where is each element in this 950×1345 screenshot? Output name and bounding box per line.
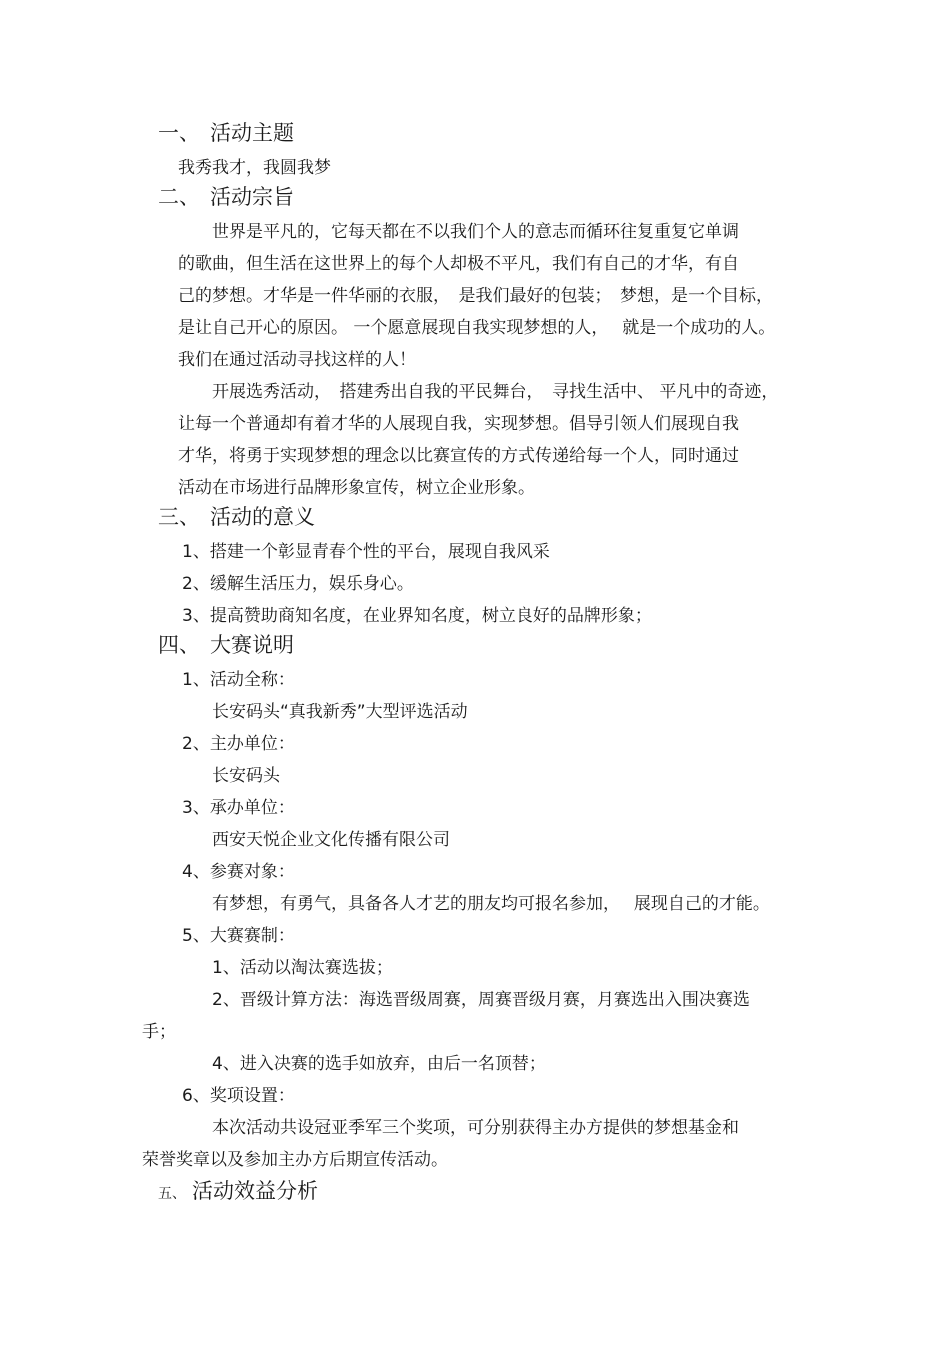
section-3-heading xyxy=(158,503,315,531)
section-1-content: 我秀我才，我圆我梦 xyxy=(178,158,331,178)
format-rule-2-line2: 手； xyxy=(142,1022,176,1042)
participants-value: 有梦想，有勇气，具备各人才艺的朋友均可报名参加， 展现自己的才能。 xyxy=(212,894,770,914)
awards-label: 6、奖项设置： xyxy=(182,1086,295,1106)
purpose-para2-line4: 活动在市场进行品牌形象宣传，树立企业形象。 xyxy=(178,478,535,498)
purpose-para2-line1: 开展选秀活动， 搭建秀出自我的平民舞台， 寻找生活中、 平凡中的奇迹， xyxy=(212,382,779,402)
purpose-para1-line1: 世界是平凡的，它每天都在不以我们个人的意志而循环往复重复它单调 xyxy=(212,222,739,242)
section-5-number: 五、 xyxy=(158,1186,186,1202)
format-label: 5、大赛赛制： xyxy=(182,926,295,946)
awards-line-1: 本次活动共设冠亚季军三个奖项，可分别获得主办方提供的梦想基金和 xyxy=(212,1118,739,1138)
section-3-number: 三、 xyxy=(158,505,200,529)
host-value: 长安码头 xyxy=(212,766,280,786)
format-rule-2-line1: 2、晋级计算方法：海选晋级周赛，周赛晋级月赛，月赛选出入围决赛选 xyxy=(212,990,750,1010)
participants-label: 4、参赛对象： xyxy=(182,862,295,882)
event-name-label: 1、活动全称： xyxy=(182,670,295,690)
section-1-heading xyxy=(158,119,294,147)
section-4-number: 四、 xyxy=(158,633,200,657)
host-label: 2、主办单位： xyxy=(182,734,295,754)
format-rule-1: 1、活动以淘汰赛选拔； xyxy=(212,958,393,978)
section-1-number: 一、 xyxy=(158,121,200,145)
organizer-label: 3、承办单位： xyxy=(182,798,295,818)
significance-item-2: 2、缓解生活压力，娱乐身心。 xyxy=(182,574,414,594)
purpose-para1-line2: 的歌曲，但生活在这世界上的每个人却极不平凡，我们有自己的才华，有自 xyxy=(178,254,739,274)
purpose-para2-line2: 让每一个普通却有着才华的人展现自我，实现梦想。倡导引领人们展现自我 xyxy=(178,414,739,434)
event-name-value: 长安码头“真我新秀”大型评选活动 xyxy=(212,702,468,722)
purpose-para1-line3: 己的梦想。才华是一件华丽的衣服， 是我们最好的包装； 梦想，是一个目标， xyxy=(178,286,773,306)
section-2-heading xyxy=(158,183,294,211)
section-2-title: 活动宗旨 xyxy=(210,185,294,209)
section-5-heading xyxy=(158,1177,318,1208)
section-3-title: 活动的意义 xyxy=(210,505,315,529)
significance-item-1: 1、搭建一个彰显青春个性的平台，展现自我风采 xyxy=(182,542,550,562)
section-1-title: 活动主题 xyxy=(210,121,294,145)
purpose-para1-line5: 我们在通过活动寻找这样的人！ xyxy=(178,350,416,370)
section-2-number: 二、 xyxy=(158,185,200,209)
significance-item-3: 3、提高赞助商知名度，在业界知名度，树立良好的品牌形象； xyxy=(182,606,652,626)
format-rule-4: 4、进入决赛的选手如放弃，由后一名顶替； xyxy=(212,1054,546,1074)
purpose-para1-line4: 是让自己开心的原因。 一个愿意展现自我实现梦想的人， 就是一个成功的人。 xyxy=(178,318,776,338)
section-5-title: 活动效益分析 xyxy=(192,1179,318,1203)
organizer-value: 西安天悦企业文化传播有限公司 xyxy=(212,830,450,850)
section-4-title: 大赛说明 xyxy=(210,633,294,657)
awards-line-2: 荣誉奖章以及参加主办方后期宣传活动。 xyxy=(142,1150,448,1170)
section-4-heading xyxy=(158,631,294,659)
purpose-para2-line3: 才华，将勇于实现梦想的理念以比赛宣传的方式传递给每一个人，同时通过 xyxy=(178,446,739,466)
